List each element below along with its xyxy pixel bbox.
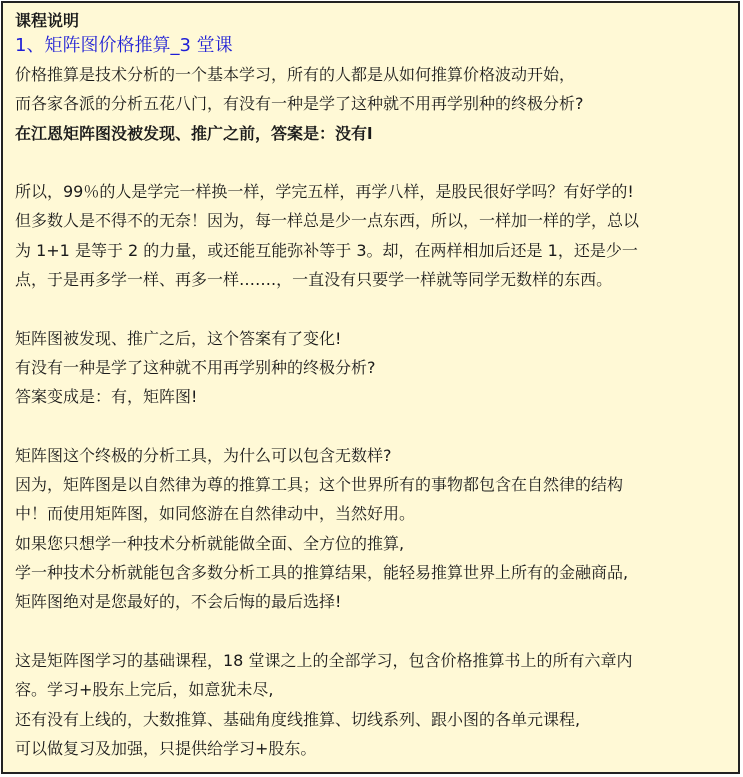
course-title: 1、矩阵图价格推算_3 堂课	[15, 35, 233, 56]
course-description-panel	[1, 1, 740, 774]
text-line: 学一种技术分析就能包含多数分析工具的推算结果，能轻易推算世界上所有的金融商品,	[15, 563, 629, 583]
text-line: 还有没有上线的，大数推算、基础角度线推算、切线系列、跟小图的各单元课程,	[15, 709, 581, 729]
text-line: 为 1+1 是等于 2 的力量，或还能互能弥补等于 3。却，在两样相加后还是 1，还是少一	[15, 240, 638, 260]
text-line: 矩阵图被发现、推广之后，这个答案有了变化!	[15, 328, 342, 348]
text-line: 有没有一种是学了这种就不用再学别种的终极分析?	[15, 357, 376, 377]
text-line: 可以做复习及加强，只提供给学习+股东。	[15, 738, 317, 758]
text-line: 而各家各派的分析五花八门，有没有一种是学了这种就不用再学别种的终极分析?	[15, 94, 584, 114]
text-line: 容。学习+股东上完后，如意犹未尽,	[15, 680, 274, 700]
paragraph-why-learn-many	[15, 177, 728, 294]
text-line: 答案变成是：有，矩阵图!	[15, 387, 198, 407]
text-line: 如果您只想学一种技术分析就能做全面、全方位的推算,	[15, 533, 405, 553]
bold-answer-line: 在江恩矩阵图没被发现、推广之前，答案是：没有l	[15, 123, 373, 143]
section-heading: 课程说明	[15, 11, 80, 30]
paragraph-basic-course	[15, 646, 728, 763]
text-line: 但多数人是不得不的无奈！因为，每一样总是少一点东西，所以，一样加一样的学，总以	[15, 211, 640, 231]
paragraph-after-discovery	[15, 324, 728, 412]
text-line: 价格推算是技术分析的一个基本学习，所有的人都是从如何推算价格波动开始，	[15, 65, 576, 84]
text-line: 点，于是再多学一样、再多一样…….，一直没有只要学一样就等同学无数样的东西。	[15, 270, 613, 290]
text-line: 中！而使用矩阵图，如同悠游在自然律动中，当然好用。	[15, 504, 416, 524]
text-line: 因为，矩阵图是以自然律为尊的推算工具；这个世界所有的事物都包含在自然律的结构	[15, 475, 624, 495]
paragraph-ultimate-tool	[15, 441, 728, 617]
text-line: 这是矩阵图学习的基础课程，18 堂课之上的全部学习，包含价格推算书上的所有六章内	[15, 650, 633, 670]
text-line: 矩阵图绝对是您最好的，不会后悔的最后选择!	[15, 592, 342, 612]
text-line: 矩阵图这个终极的分析工具，为什么可以包含无数样?	[15, 445, 392, 465]
text-line: 所以，99％的人是学完一样换一样，学完五样，再学八样，是股民很好学吗？有好学的!	[15, 182, 634, 202]
paragraph-intro	[15, 60, 728, 148]
